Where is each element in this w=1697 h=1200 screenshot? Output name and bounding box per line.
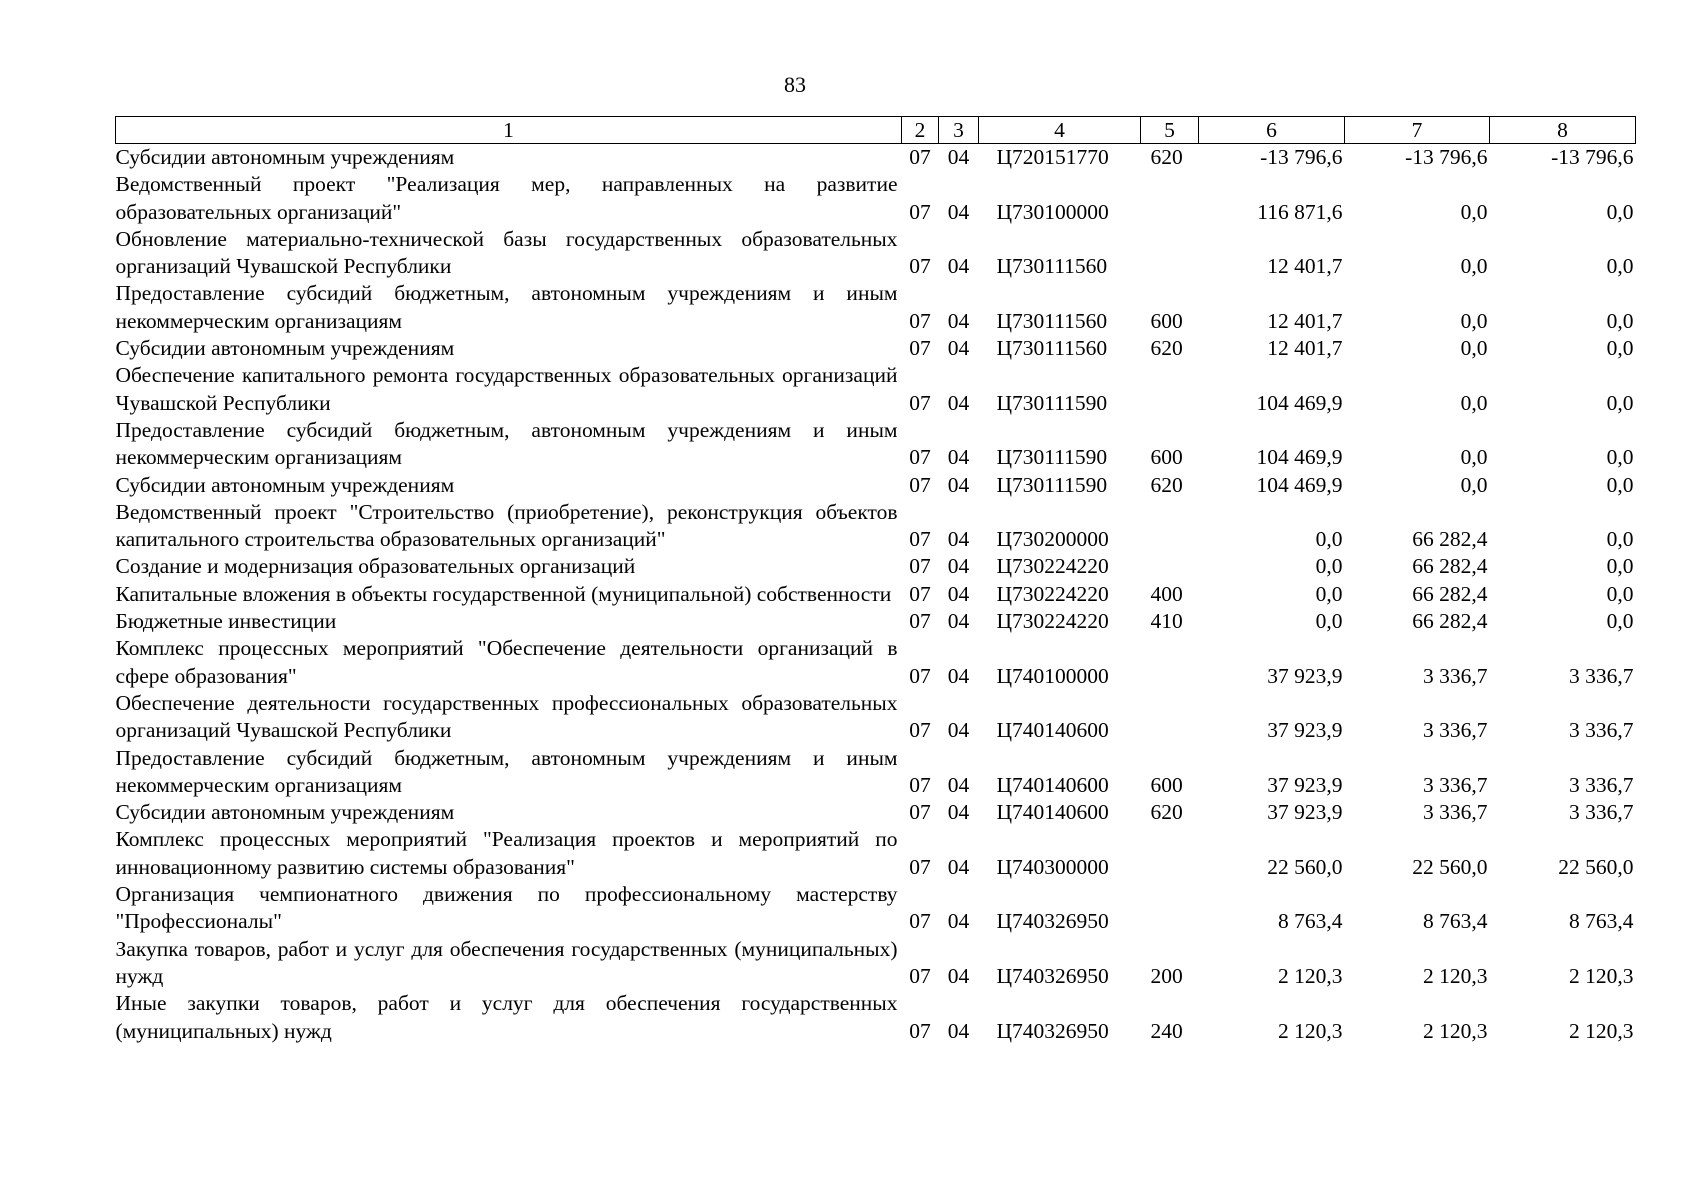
row-section: 07 (909, 527, 931, 552)
row-amount-col-8: 0,0 (1606, 554, 1634, 579)
row-name: Комплекс процессных мероприятий "Обеспечение деятельности организаций в сфере образования" (115, 636, 898, 688)
row-expense-type: 620 (1150, 145, 1183, 169)
row-amount-col-7: 2 120,3 (1423, 1018, 1488, 1043)
row-name: Закупка товаров, работ и услуг для обеспечения государственных (муниципальных) нужд (115, 936, 898, 988)
row-amount-col-7: 0,0 (1460, 199, 1488, 224)
table-row (116, 608, 1636, 635)
row-amount-col-6: -13 796,6 (1260, 145, 1343, 169)
row-amount-col-6: 12 401,7 (1267, 308, 1343, 333)
row-amount-col-8: 0,0 (1606, 609, 1634, 634)
row-amount-col-8: 0,0 (1606, 445, 1634, 470)
row-amount-col-8: 2 120,3 (1569, 1018, 1634, 1043)
row-amount-col-6: 12 401,7 (1267, 336, 1343, 361)
row-target-article: Ц730111590 (996, 472, 1108, 497)
row-amount-col-8: 0,0 (1606, 254, 1634, 279)
row-expense-type: 410 (1150, 609, 1183, 634)
row-amount-col-7: 66 282,4 (1412, 581, 1488, 606)
row-section: 07 (909, 308, 931, 333)
table-row (116, 745, 1636, 800)
row-amount-col-7: 3 336,7 (1423, 718, 1488, 743)
table-row (116, 362, 1636, 417)
row-target-article: Ц730200000 (996, 527, 1109, 552)
row-section: 07 (909, 254, 931, 279)
row-name: Создание и модернизация образовательных организаций (115, 554, 636, 579)
row-section: 07 (909, 199, 931, 224)
row-amount-col-7: 8 763,4 (1423, 909, 1488, 934)
row-target-article: Ц740140600 (996, 718, 1109, 743)
table-header (116, 117, 1636, 144)
header-col-6: 6 (1199, 117, 1345, 144)
row-amount-col-7: -13 796,6 (1405, 145, 1488, 169)
row-section: 07 (909, 909, 931, 934)
row-amount-col-7: 66 282,4 (1412, 554, 1488, 579)
row-section: 07 (909, 800, 931, 825)
table-row (116, 499, 1636, 554)
row-amount-col-6: 116 871,6 (1257, 199, 1343, 224)
table-row (116, 635, 1636, 690)
row-name: Комплекс процессных мероприятий "Реализация проектов и мероприятий по инновационному развитию системы образования" (115, 827, 898, 879)
row-subsection: 04 (947, 909, 970, 934)
row-expense-type: 400 (1150, 581, 1183, 606)
row-section: 07 (909, 581, 931, 606)
row-name: Обновление материально-технической базы государственных образовательных организаций Чувашской Республики (115, 226, 898, 279)
row-target-article: Ц740140600 (996, 800, 1109, 825)
row-expense-type (1141, 881, 1199, 936)
row-section: 07 (909, 663, 931, 688)
row-amount-col-8: 2 120,3 (1569, 963, 1634, 988)
row-subsection: 04 (947, 445, 970, 470)
header-col-7: 7 (1345, 117, 1490, 144)
row-amount-col-7: 22 560,0 (1412, 854, 1488, 879)
row-amount-col-7: 0,0 (1460, 472, 1488, 497)
row-amount-col-8: 3 336,7 (1569, 663, 1634, 688)
row-amount-col-7: 0,0 (1460, 445, 1488, 470)
header-col-5: 5 (1141, 117, 1199, 144)
row-target-article: Ц740100000 (996, 663, 1109, 688)
row-section: 07 (909, 472, 931, 497)
row-subsection: 04 (947, 800, 970, 825)
table-row (116, 881, 1636, 936)
header-row (116, 117, 1636, 144)
table-row (116, 226, 1636, 281)
row-subsection: 04 (947, 854, 970, 879)
row-subsection: 04 (947, 609, 970, 634)
row-subsection: 04 (947, 663, 970, 688)
row-name: Субсидии автономным учреждениям (115, 145, 455, 169)
row-expense-type: 200 (1150, 963, 1183, 988)
row-expense-type: 620 (1150, 472, 1183, 497)
row-target-article: Ц730224220 (996, 609, 1109, 634)
row-name: Предоставление субсидий бюджетным, автономным учреждениям и иным некоммерческим организациям (115, 281, 898, 333)
row-target-article: Ц730111560 (996, 254, 1108, 279)
row-section: 07 (909, 772, 931, 797)
row-amount-col-6: 37 923,9 (1267, 718, 1343, 743)
row-subsection: 04 (947, 718, 970, 743)
row-name: Субсидии автономным учреждениям (115, 336, 455, 361)
row-expense-type: 600 (1150, 772, 1183, 797)
table-row (116, 799, 1636, 826)
row-subsection: 04 (947, 527, 970, 552)
row-amount-col-7: 0,0 (1460, 308, 1488, 333)
table-row (116, 335, 1636, 362)
row-amount-col-6: 2 120,3 (1278, 1018, 1343, 1043)
row-amount-col-6: 37 923,9 (1267, 772, 1343, 797)
row-section: 07 (909, 854, 931, 879)
header-col-2: 2 (902, 117, 939, 144)
row-name: Иные закупки товаров, работ и услуг для обеспечения государственных (муниципальных) нужд (115, 991, 898, 1043)
row-section: 07 (909, 390, 931, 415)
row-target-article: Ц730100000 (996, 199, 1109, 224)
row-target-article: Ц740326950 (996, 963, 1109, 988)
row-amount-col-7: 0,0 (1460, 336, 1488, 361)
row-target-article: Ц740300000 (996, 854, 1109, 879)
table-row (116, 690, 1636, 745)
row-amount-col-7: 2 120,3 (1423, 963, 1488, 988)
row-subsection: 04 (947, 554, 970, 579)
row-expense-type (1141, 690, 1199, 745)
row-amount-col-8: 0,0 (1606, 308, 1634, 333)
row-amount-col-8: 0,0 (1606, 472, 1634, 497)
row-amount-col-8: 3 336,7 (1569, 772, 1634, 797)
row-section: 07 (909, 609, 931, 634)
table-row (116, 581, 1636, 608)
row-section: 07 (909, 554, 931, 579)
row-subsection: 04 (947, 199, 970, 224)
row-amount-col-7: 66 282,4 (1412, 609, 1488, 634)
row-amount-col-8: 8 763,4 (1569, 909, 1634, 934)
row-subsection: 04 (947, 963, 970, 988)
row-target-article: Ц720151770 (996, 145, 1109, 169)
row-amount-col-6: 2 120,3 (1278, 963, 1343, 988)
row-amount-col-6: 104 469,9 (1256, 472, 1343, 497)
row-section: 07 (909, 445, 931, 470)
row-amount-col-7: 3 336,7 (1423, 772, 1488, 797)
row-amount-col-8: 22 560,0 (1558, 854, 1634, 879)
row-section: 07 (909, 1018, 931, 1043)
row-expense-type (1141, 826, 1199, 881)
row-amount-col-8: 0,0 (1606, 336, 1634, 361)
row-target-article: Ц740326950 (996, 909, 1109, 934)
row-target-article: Ц730224220 (996, 581, 1109, 606)
table-row (116, 171, 1636, 226)
row-section: 07 (909, 145, 931, 169)
row-amount-col-6: 0,0 (1315, 554, 1343, 579)
row-name: Бюджетные инвестиции (115, 609, 337, 634)
row-amount-col-7: 3 336,7 (1423, 663, 1488, 688)
row-amount-col-6: 22 560,0 (1267, 854, 1343, 879)
table-row (116, 826, 1636, 881)
row-amount-col-8: 3 336,7 (1569, 800, 1634, 825)
row-section: 07 (909, 336, 931, 361)
row-name: Субсидии автономным учреждениям (115, 800, 455, 825)
row-name: Субсидии автономным учреждениям (115, 472, 455, 497)
header-col-3: 3 (939, 117, 979, 144)
row-amount-col-8: 0,0 (1606, 390, 1634, 415)
row-subsection: 04 (947, 308, 970, 333)
row-subsection: 04 (947, 581, 970, 606)
row-subsection: 04 (947, 145, 970, 169)
row-name: Предоставление субсидий бюджетным, автономным учреждениям и иным некоммерческим организациям (115, 417, 898, 470)
row-amount-col-6: 8 763,4 (1278, 909, 1343, 934)
row-amount-col-7: 66 282,4 (1412, 527, 1488, 552)
row-target-article: Ц740140600 (996, 772, 1109, 797)
row-target-article: Ц730111590 (996, 390, 1108, 415)
table-body (116, 144, 1636, 1045)
row-name: Капитальные вложения в объекты государственной (муниципальной) собственности (115, 581, 892, 606)
row-expense-type (1141, 226, 1199, 281)
row-subsection: 04 (947, 1018, 970, 1043)
table-row (116, 936, 1636, 991)
row-amount-col-7: 0,0 (1460, 254, 1488, 279)
row-name: Ведомственный проект "Строительство (приобретение), реконструкция объектов капитального строительства образовательных организаций" (115, 499, 898, 552)
row-name: Обеспечение деятельности государственных профессиональных образовательных организаций Чувашской Республики (115, 690, 898, 743)
row-target-article: Ц730111560 (996, 336, 1108, 361)
row-amount-col-6: 104 469,9 (1256, 390, 1343, 415)
row-name: Предоставление субсидий бюджетным, автономным учреждениям и иным некоммерческим организациям (115, 745, 898, 797)
table-row (116, 472, 1636, 499)
row-name: Организация чемпионатного движения по профессиональному мастерству "Профессионалы" (115, 882, 898, 934)
row-target-article: Ц740326950 (996, 1018, 1109, 1043)
row-amount-col-8: -13 796,6 (1551, 145, 1634, 169)
row-amount-col-6: 37 923,9 (1267, 663, 1343, 688)
row-amount-col-7: 3 336,7 (1423, 800, 1488, 825)
row-name: Ведомственный проект "Реализация мер, направленных на развитие образовательных организаций" (115, 172, 898, 224)
row-amount-col-6: 0,0 (1315, 609, 1343, 634)
row-target-article: Ц730111590 (996, 445, 1108, 470)
budget-table (115, 116, 1636, 1045)
row-amount-col-8: 0,0 (1606, 527, 1634, 552)
row-expense-type: 600 (1150, 445, 1183, 470)
table-row (116, 417, 1636, 472)
row-amount-col-6: 37 923,9 (1267, 800, 1343, 825)
row-expense-type: 600 (1150, 308, 1183, 333)
row-amount-col-8: 3 336,7 (1569, 718, 1634, 743)
row-expense-type (1141, 499, 1199, 554)
row-subsection: 04 (947, 472, 970, 497)
table-row (116, 280, 1636, 335)
row-amount-col-6: 0,0 (1315, 581, 1343, 606)
row-expense-type: 620 (1150, 800, 1183, 825)
row-expense-type: 620 (1150, 336, 1183, 361)
row-target-article: Ц730111560 (996, 308, 1108, 333)
row-section: 07 (909, 718, 931, 743)
row-section: 07 (909, 963, 931, 988)
row-expense-type (1141, 362, 1199, 417)
row-target-article: Ц730224220 (996, 554, 1109, 579)
row-name: Обеспечение капитального ремонта государственных образовательных организаций Чувашской Республики (115, 363, 898, 415)
row-amount-col-6: 0,0 (1315, 527, 1343, 552)
row-expense-type (1141, 553, 1199, 580)
row-amount-col-6: 12 401,7 (1267, 254, 1343, 279)
row-amount-col-7: 0,0 (1460, 390, 1488, 415)
row-amount-col-6: 104 469,9 (1256, 445, 1343, 470)
row-expense-type (1141, 171, 1199, 226)
row-amount-col-8: 0,0 (1606, 581, 1634, 606)
header-col-8: 8 (1490, 117, 1636, 144)
row-amount-col-8: 0,0 (1606, 199, 1634, 224)
table-row (116, 990, 1636, 1045)
row-subsection: 04 (947, 772, 970, 797)
header-col-4: 4 (979, 117, 1141, 144)
row-subsection: 04 (947, 390, 970, 415)
row-expense-type (1141, 635, 1199, 690)
row-expense-type: 240 (1150, 1018, 1183, 1043)
header-col-1: 1 (116, 117, 902, 144)
row-subsection: 04 (947, 336, 970, 361)
page-number: 83 (784, 72, 806, 97)
table-row (116, 553, 1636, 580)
row-subsection: 04 (947, 254, 970, 279)
table-row (116, 144, 1636, 172)
